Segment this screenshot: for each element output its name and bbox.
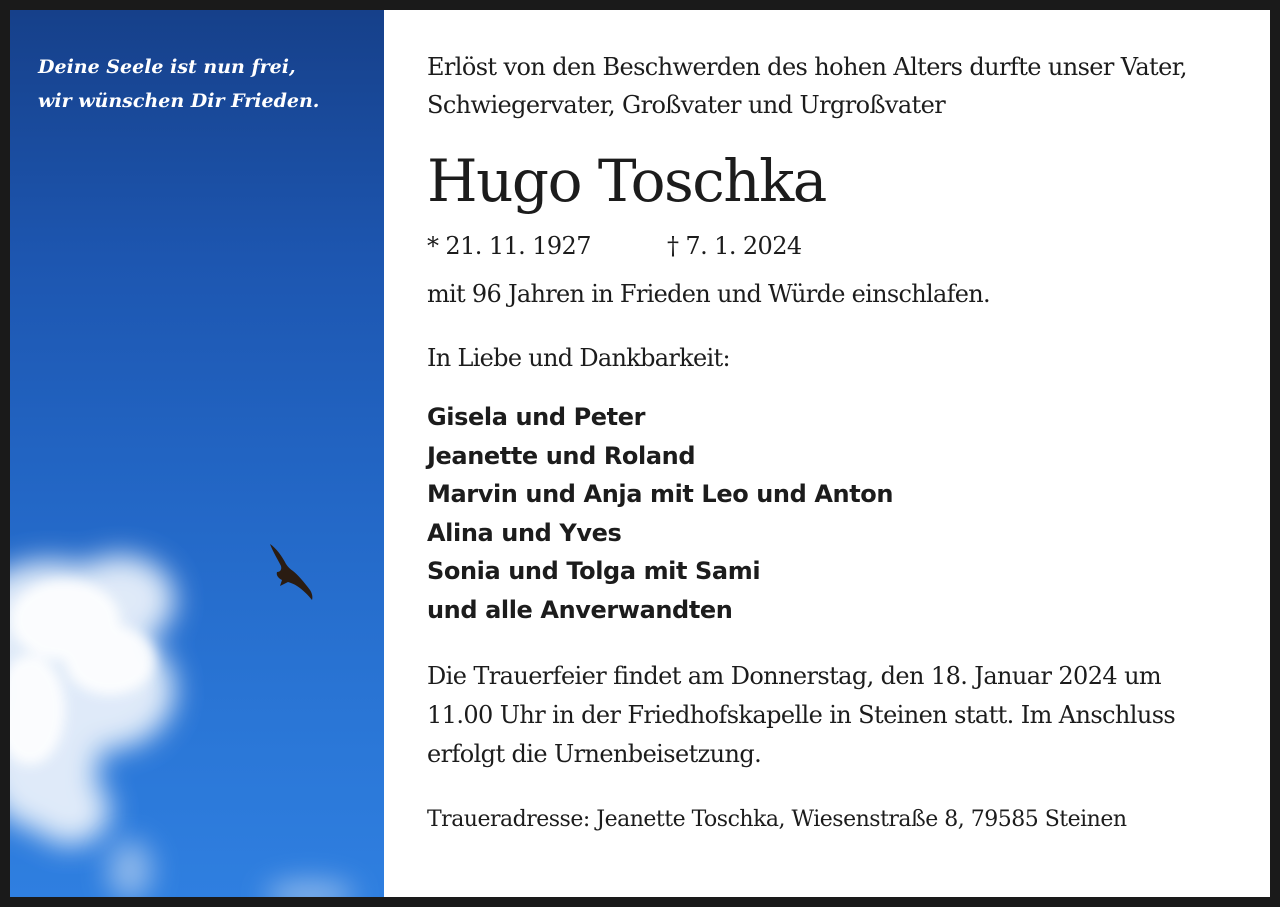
life-dates xyxy=(427,228,1247,264)
motto-line-2: wir wünschen Dir Frieden. xyxy=(38,90,320,112)
intro-line-2: Schwiegervater, Großvater und Urgroßvater xyxy=(427,91,946,119)
thanks-line: In Liebe und Dankbarkeit: xyxy=(427,344,730,372)
family-member: Marvin und Anja mit Leo und Anton xyxy=(427,480,894,508)
funeral-line-2: 11.00 Uhr in der Friedhofskapelle in Steinen statt. Im Anschluss xyxy=(427,701,1176,729)
bird-silhouette xyxy=(266,542,316,602)
family-member: Jeanette und Roland xyxy=(427,441,696,470)
death-date: † 7. 1. 2024 xyxy=(667,232,802,260)
family-member: Gisela und Peter xyxy=(427,403,646,431)
clouds-image xyxy=(10,10,384,897)
motto-text xyxy=(38,50,368,118)
family-list xyxy=(427,398,1247,629)
funeral-info xyxy=(427,657,1239,774)
family-member: Sonia und Tolga mit Sami xyxy=(427,557,761,585)
birth-date: * 21. 11. 1927 xyxy=(427,232,591,260)
intro-line-1: Erlöst von den Beschwerden des hohen Alters durfte unser Vater, xyxy=(427,53,1187,81)
sky-photo xyxy=(10,10,384,897)
family-member: und alle Anverwandten xyxy=(427,595,733,624)
intro-text xyxy=(427,48,1247,124)
obituary-text xyxy=(427,48,1247,836)
mourning-address: Traueradresse: Jeanette Toschka, Wiesenstraße 8, 79585 Steinen xyxy=(427,807,1127,832)
age-statement: mit 96 Jahren in Frieden und Würde einschlafen. xyxy=(427,280,990,308)
deceased-name: Hugo Toschka xyxy=(427,147,826,215)
family-member: Alina und Yves xyxy=(427,518,622,547)
funeral-line-1: Die Trauerfeier findet am Donnerstag, den 18. Januar 2024 um xyxy=(427,662,1162,690)
motto-line-1: Deine Seele ist nun frei, xyxy=(38,56,296,78)
funeral-line-3: erfolgt die Urnenbeisetzung. xyxy=(427,740,762,768)
